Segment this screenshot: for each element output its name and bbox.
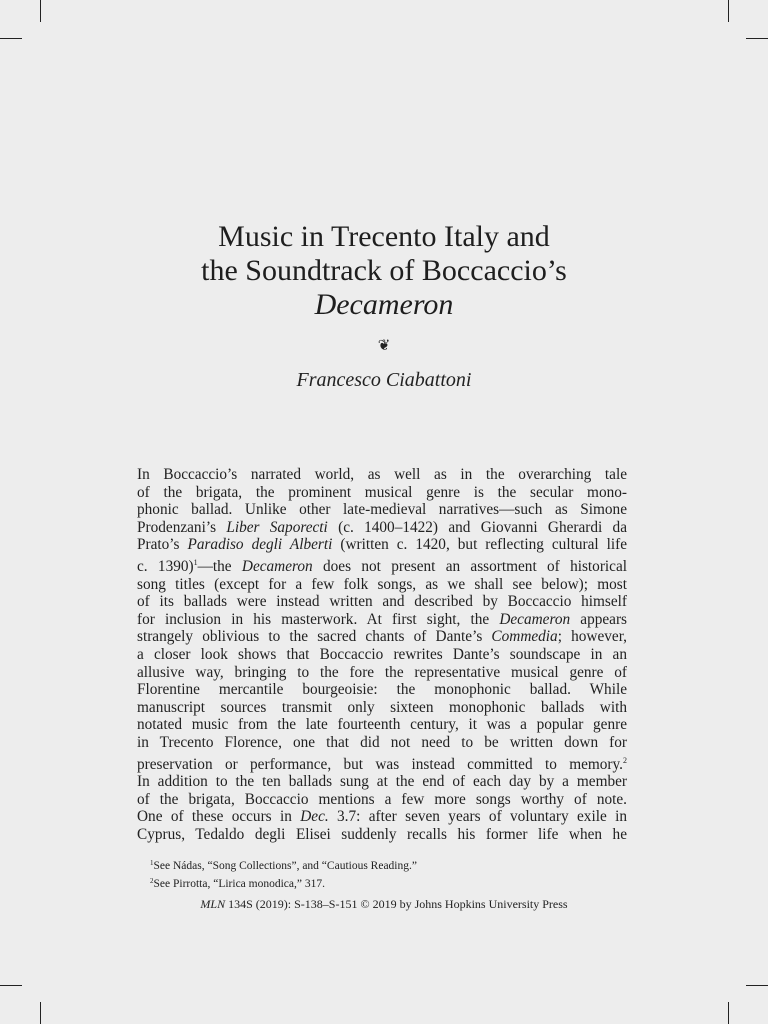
text-line: In Boccaccio’s narrated world, as well as in the overarching tale	[137, 466, 627, 483]
footnote: $^1$See Nádas, “Song Collections”, and “Cautious Reading.”	[150, 859, 417, 872]
crop-mark	[40, 1002, 41, 1024]
title-line: the Soundtrack of Boccaccio’s	[201, 254, 567, 287]
crop-mark	[728, 1002, 729, 1024]
text-line: strangely oblivious to the sacred chants of Dante’s Commedia; however,	[137, 628, 627, 646]
text-line: In addition to the ten ballads sung at the end of each day by a member	[137, 773, 627, 791]
author-name: Francesco Ciabattoni	[296, 369, 472, 391]
text-line: allusive way, bringing to the fore the representative musical genre of	[137, 663, 627, 681]
footnote-ref[interactable]: 1	[193, 557, 198, 567]
text-line: Florentine mercantile bourgeoisie: the monophonic ballad. While	[137, 681, 627, 699]
title-line: Music in Trecento Italy and	[218, 220, 550, 253]
text-line: notated music from the late fourteenth century, it was a popular genre	[137, 716, 627, 734]
text-line: of the brigata, Boccaccio mentions a few more songs worthy of note.	[137, 790, 627, 808]
article-title	[0, 220, 768, 322]
crop-mark	[0, 38, 22, 39]
text-line: of the brigata, the prominent musical genre is the secular mono-	[137, 483, 627, 501]
footnote: $^2$See Pirrotta, “Lirica monodica,” 317.	[150, 877, 325, 890]
text-line: Cyprus, Tedaldo degli Elisei suddenly recalls his former life when he	[137, 825, 627, 843]
text-line: for inclusion in his masterwork. At first sight, the Decameron appears	[137, 610, 627, 628]
text-line: c. 1390)$^1$—the Decameron does not present an assortment of historical	[137, 557, 627, 575]
text-line: song titles (except for a few folk songs, as we shall see below); most	[137, 575, 627, 593]
title-line: Decameron	[314, 288, 454, 321]
fleuron-icon: ❦	[377, 338, 391, 354]
page-footer: MLN 134S (2019): S-138–S-151 © 2019 by Johns Hopkins University Press	[200, 897, 568, 911]
body-text	[137, 466, 627, 843]
footnotes	[150, 856, 417, 892]
text-line: Prato’s Paradiso degli Alberti (written c. 1420, but reflecting cultural life	[137, 536, 627, 554]
text-line: in Trecento Florence, one that did not need to be written down for	[137, 733, 627, 751]
text-line: Prodenzani’s Liber Saporecti (c. 1400–1422) and Giovanni Gherardi da	[137, 518, 627, 536]
text-line: of its ballads were instead written and described by Boccaccio himself	[137, 593, 627, 611]
crop-mark	[40, 0, 41, 22]
crop-mark	[746, 38, 768, 39]
text-line: manuscript sources transmit only sixteen monophonic ballads with	[137, 698, 627, 716]
text-line: a closer look shows that Boccaccio rewrites Dante’s soundscape in an	[137, 645, 627, 663]
footnote-ref[interactable]: 2	[623, 755, 627, 765]
text-line: One of these occurs in Dec. 3.7: after seven years of voluntary exile in	[137, 808, 627, 826]
crop-mark	[728, 0, 729, 22]
text-line: phonic ballad. Unlike other late-medieval narratives—such as Simone	[137, 501, 627, 519]
text-line: preservation or performance, but was instead committed to memory.$^2$	[137, 755, 627, 773]
crop-mark	[0, 985, 22, 986]
crop-mark	[746, 985, 768, 986]
